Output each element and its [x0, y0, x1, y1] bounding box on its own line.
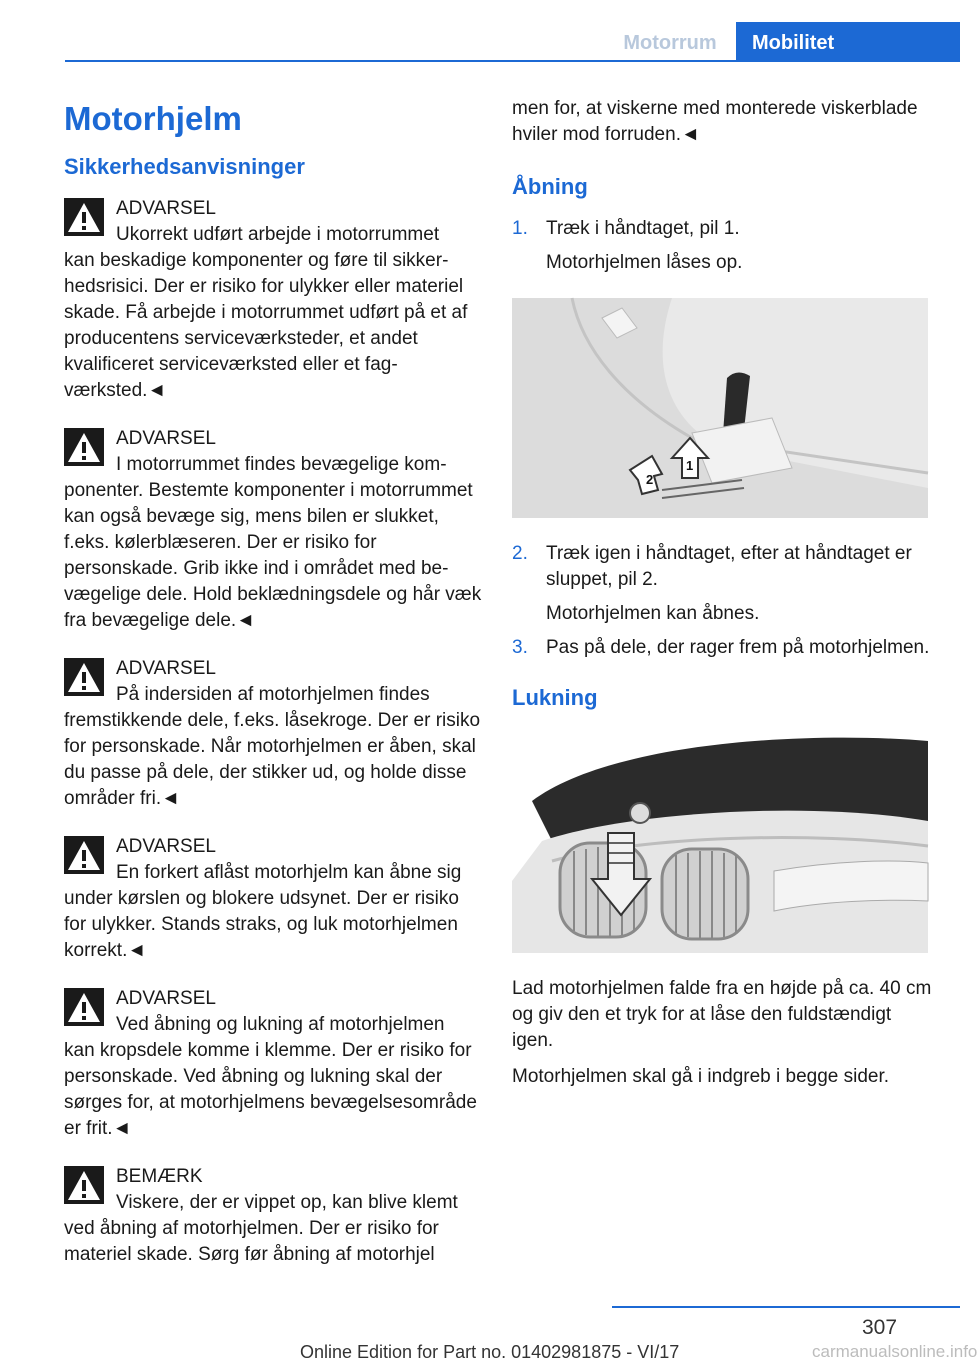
warning-title: ADVARSEL	[116, 836, 216, 857]
warning-triangle-icon	[64, 988, 104, 1026]
hood-release-handle-illustration	[512, 298, 928, 518]
notice-text: ved åbning af motorhjelmen. Der er risiko for materiel skade. Sørg før åbning af motorhjel	[64, 1218, 439, 1265]
step-text: Træk i håndtaget, pil 1.	[546, 218, 740, 239]
warning-text-first: I motorrummet findes bevægelige kom-	[116, 454, 447, 475]
step-number: 3.	[512, 637, 528, 658]
step-text: Træk igen i håndtaget, efter at håndtaget er sluppet, pil 2.	[546, 543, 912, 590]
page-number: 307	[862, 1316, 898, 1339]
arrow-label-2: 2	[646, 472, 654, 487]
warning-text-first: Ved åbning og lukning af motorhjelmen	[116, 1014, 445, 1035]
edition-line: Online Edition for Part no. 01402981875 - VI/17	[300, 1342, 680, 1362]
opening-steps-continued	[512, 541, 932, 661]
step-number: 1.	[512, 218, 528, 239]
warning-text-first: På indersiden af motorhjelmen findes	[116, 684, 430, 705]
step-result: Motorhjelmen kan åbnes.	[546, 603, 760, 624]
step-number: 2.	[512, 543, 528, 564]
section-heading-opening: Åbning	[512, 174, 588, 199]
header-rule	[65, 60, 960, 62]
warning-block	[64, 196, 482, 404]
list-item	[512, 216, 932, 276]
warning-block	[64, 656, 482, 812]
warning-triangle-icon	[64, 428, 104, 466]
warning-title: ADVARSEL	[116, 658, 216, 679]
closing-hood-illustration	[512, 731, 928, 953]
arrow-label-1: 1	[686, 458, 694, 473]
warning-text: kan beskadige komponenter og føre til sikkerhedsrisici. Der er risiko for ulykker eller materiel skade. Få arbejde i motorrummet udført på et af producentens serviceværksteder, et andet kvalificeret serviceværksted eller et fagværksted.◄	[64, 250, 468, 401]
continued-text: men for, at viskerne med monterede viskerblade hviler mod forruden.◄	[512, 98, 918, 145]
warning-block	[64, 426, 482, 634]
warning-text: ponenter. Bestemte komponenter i motorrummet kan også bevæge sig, mens bilen er slukket, f.eks. kølerblæseren. Der er risiko for personskade. Grib ikke ind i området med bevægelige dele. Hold beklædningsdele og hår væk fra bevægelige dele.◄	[64, 480, 482, 631]
warning-text: under kørslen og blokere udsynet. Der er risiko for ulykker. Stands straks, og luk motorhjelmen korrekt.◄	[64, 888, 459, 961]
closing-paragraph: Motorhjelmen skal gå i indgreb i begge sider.	[512, 1066, 890, 1087]
notice-text-first: Viskere, der er vippet op, kan blive klemt	[116, 1192, 458, 1213]
warning-text: kan kropsdele komme i klemme. Der er risiko for personskade. Ved åbning og lukning skal der sørges for, at motorhjelmens bevægelsesområde er frit.◄	[64, 1040, 477, 1139]
step-text: Pas på dele, der rager frem på motorhjelmen.	[546, 637, 930, 658]
warning-triangle-icon	[64, 836, 104, 874]
list-item	[512, 541, 932, 627]
tab-motorrum[interactable]: Motorrum	[623, 32, 717, 54]
step-result: Motorhjelmen låses op.	[546, 252, 743, 273]
list-item	[512, 635, 932, 661]
section-heading-safety: Sikkerhedsanvisninger	[64, 154, 305, 179]
warning-title: ADVARSEL	[116, 198, 216, 219]
closing-paragraph: Lad motorhjelmen falde fra en højde på ca. 40 cm og giv den et tryk for at låse den fuldstændigt igen.	[512, 978, 932, 1051]
warning-text-first: En forkert aflåst motorhjelm kan åbne sig	[116, 862, 462, 883]
tab-mobilitet[interactable]: Mobilitet	[736, 22, 960, 62]
warning-triangle-icon	[64, 658, 104, 696]
warning-block	[64, 986, 482, 1142]
section-heading-closing: Lukning	[512, 685, 598, 710]
warning-text-first: Ukorrekt udført arbejde i motorrummet	[116, 224, 440, 245]
watermark: carmanualsonline.info	[812, 1342, 977, 1361]
opening-steps	[512, 216, 932, 276]
warning-title: ADVARSEL	[116, 988, 216, 1009]
footer-rule	[612, 1306, 960, 1308]
warning-title: ADVARSEL	[116, 428, 216, 449]
right-column	[512, 96, 932, 1100]
warning-triangle-icon	[64, 1166, 104, 1204]
notice-title: BEMÆRK	[116, 1166, 203, 1187]
left-column	[64, 96, 482, 1290]
page-title: Motorhjelm	[64, 100, 242, 137]
notice-block	[64, 1164, 482, 1268]
warning-block	[64, 834, 482, 964]
warning-text: fremstikkende dele, f.eks. låsekroge. Der er risiko for personskade. Når motorhjelmen er åben, skal du passe på dele, der stikker ud, og holde disse områder fri.◄	[64, 710, 481, 809]
warning-triangle-icon	[64, 198, 104, 236]
